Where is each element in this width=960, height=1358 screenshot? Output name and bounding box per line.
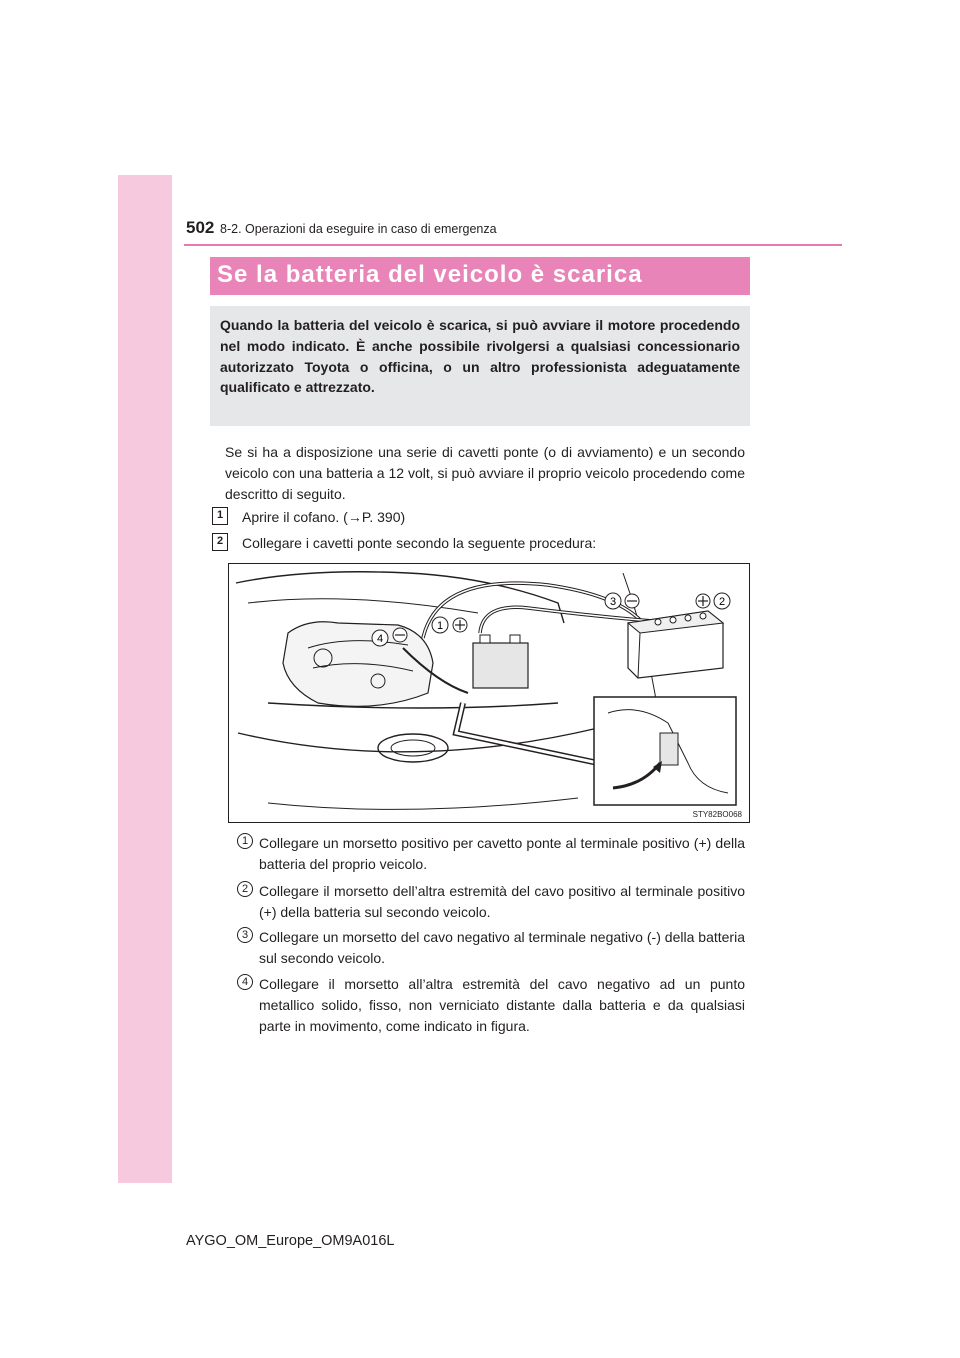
substep-number: 4 (237, 974, 253, 990)
page-title: Se la batteria del veicolo è scarica (217, 261, 643, 288)
body-paragraph: Se si ha a disposizione una serie di cavetti ponte (o di avviamento) e un secondo veicolo con una batteria a 12 volt, si può avviare il proprio veicolo procedendo come descritto di seguito. (225, 444, 745, 502)
callout-3-label: 3 (609, 596, 617, 608)
footer-doc-code: AYGO_OM_Europe_OM9A016L (186, 1233, 395, 1249)
callout-4-label: 4 (376, 633, 384, 645)
substep-text: Collegare il morsetto dell’altra estremità del cavo positivo al terminale positivo (+) della batteria sul secondo veicolo. (259, 883, 745, 920)
page-title-bar (210, 257, 750, 295)
intro-text: Quando la batteria del veicolo è scarica, si può avviare il motore procedendo nel modo indicato. È anche possibile rivolgersi a qualsiasi concessionario autorizzato Toyota o officina, o un altro professionista adeguatamente qualificato e attrezzato. (220, 317, 740, 396)
callout-2-label: 2 (718, 596, 726, 608)
step-number-box: 2 (212, 533, 228, 551)
section-header: 8-2. Operazioni da eseguire in caso di emergenza (220, 222, 497, 236)
intro-box (210, 306, 750, 426)
chapter-side-tab (118, 175, 172, 1183)
step-2 (212, 533, 752, 553)
page-number: 502 (186, 218, 215, 237)
jump-start-illustration (228, 563, 750, 823)
step-1 (212, 507, 752, 527)
callout-1-label: 1 (436, 620, 444, 632)
substep-text: Collegare un morsetto del cavo negativo al terminale negativo (-) della batteria sul secondo veicolo. (259, 929, 745, 966)
step-text: Collegare i cavetti ponte secondo la seguente procedura: (242, 535, 597, 551)
header-divider (184, 244, 842, 246)
step-text: Aprire il cofano. (→P. 390) (242, 509, 406, 525)
substep-text: Collegare un morsetto positivo per cavetto ponte al terminale positivo (+) della batteria del proprio veicolo. (259, 835, 745, 872)
figure-code: STY82BO068 (692, 810, 742, 819)
substep-number: 1 (237, 833, 253, 849)
substep-number: 3 (237, 927, 253, 943)
step-number-box: 1 (212, 507, 228, 525)
substep-number: 2 (237, 881, 253, 897)
substep-text: Collegare il morsetto all’altra estremità del cavo negativo ad un punto metallico solido, fisso, non verniciato distante dalla batteria e da qualsiasi parte in movimento, come indicato in figura. (259, 976, 745, 1034)
